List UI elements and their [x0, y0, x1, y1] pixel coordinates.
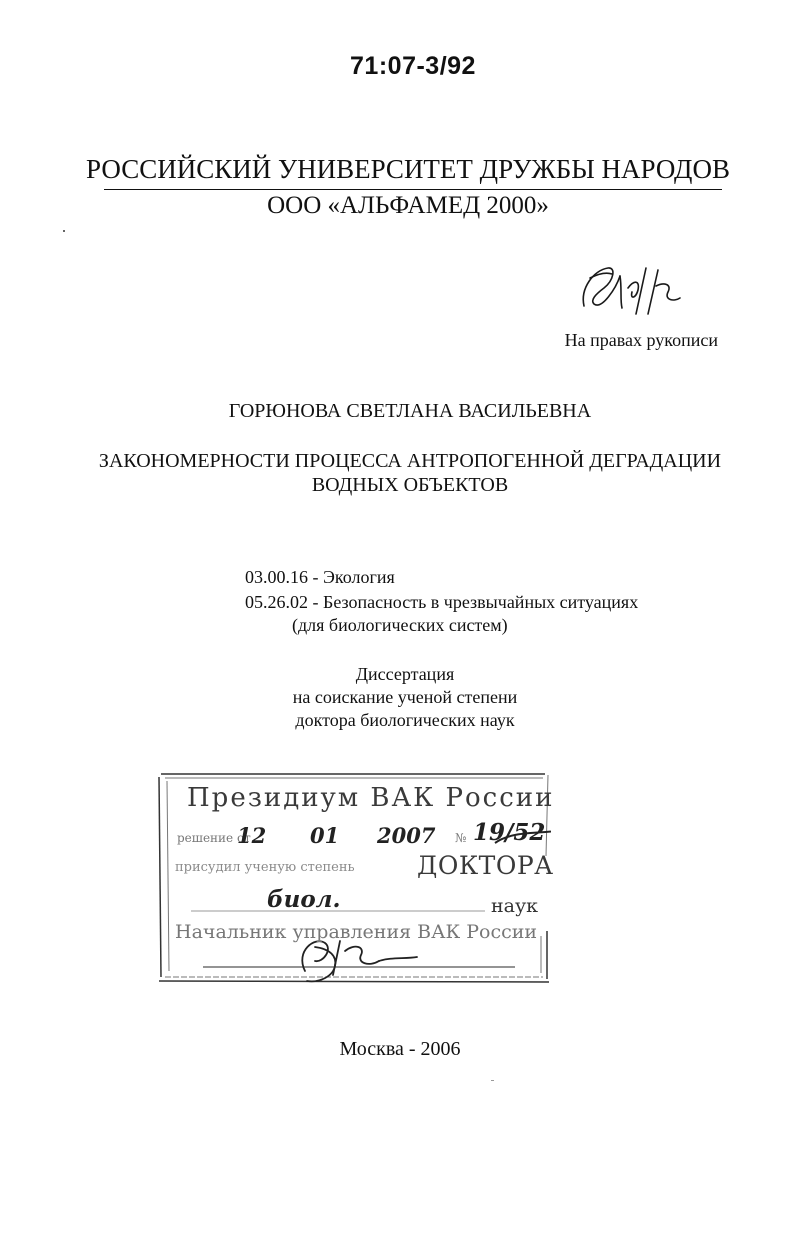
- specialty-2: 05.26.02 - Безопасность в чрезвычайных ситуациях: [245, 592, 639, 612]
- stamp-decision-label: решение от: [177, 831, 251, 845]
- handwritten-signature: [576, 258, 686, 318]
- stamp-number: 19/52: [473, 819, 546, 846]
- stamp-number-label: №: [455, 831, 467, 845]
- dissertation-title-line-2: ВОДНЫХ ОБЪЕКТОВ: [311, 474, 509, 496]
- degree-purpose: на соискание ученой степени: [292, 687, 518, 707]
- rights-note: На правах рукописи: [564, 330, 718, 350]
- stamp-year: 2007: [377, 823, 436, 848]
- degree-name: доктора биологических наук: [295, 710, 515, 730]
- dissertation-type: Диссертация: [355, 664, 455, 684]
- place-year: Москва - 2006: [339, 1038, 461, 1060]
- stamp-day: 12: [237, 823, 267, 848]
- catalog-number: 71:07-3/92: [350, 52, 476, 80]
- stamp-field: биол.: [267, 886, 341, 913]
- company-name: ООО «АЛЬФАМЕД 2000»: [267, 192, 549, 219]
- stamp-award-text: присудил ученую степень: [175, 860, 355, 875]
- vak-stamp: [155, 771, 555, 986]
- stamp-month: 01: [310, 823, 340, 848]
- specialty-1: 03.00.16 - Экология: [245, 567, 395, 587]
- stamp-sciences: наук: [491, 895, 539, 917]
- stray-mark: [63, 230, 65, 232]
- header-divider: [104, 189, 722, 190]
- stray-mark: [491, 1080, 494, 1081]
- author-name: ГОРЮНОВА СВЕТЛАНА ВАСИЛЬЕВНА: [228, 400, 592, 422]
- university-name: РОССИЙСКИЙ УНИВЕРСИТЕТ ДРУЖБЫ НАРОДОВ: [86, 154, 730, 184]
- stamp-head-text: Начальник управления ВАК России: [175, 921, 538, 943]
- stamp-title: Президиум ВАК России: [187, 783, 555, 813]
- dissertation-title-line-1: ЗАКОНОМЕРНОСТИ ПРОЦЕССА АНТРОПОГЕННОЙ ДЕГРАДАЦИИ: [98, 450, 722, 472]
- stamp-degree: ДОКТОРА: [417, 851, 554, 880]
- specialty-note: (для биологических систем): [292, 615, 508, 635]
